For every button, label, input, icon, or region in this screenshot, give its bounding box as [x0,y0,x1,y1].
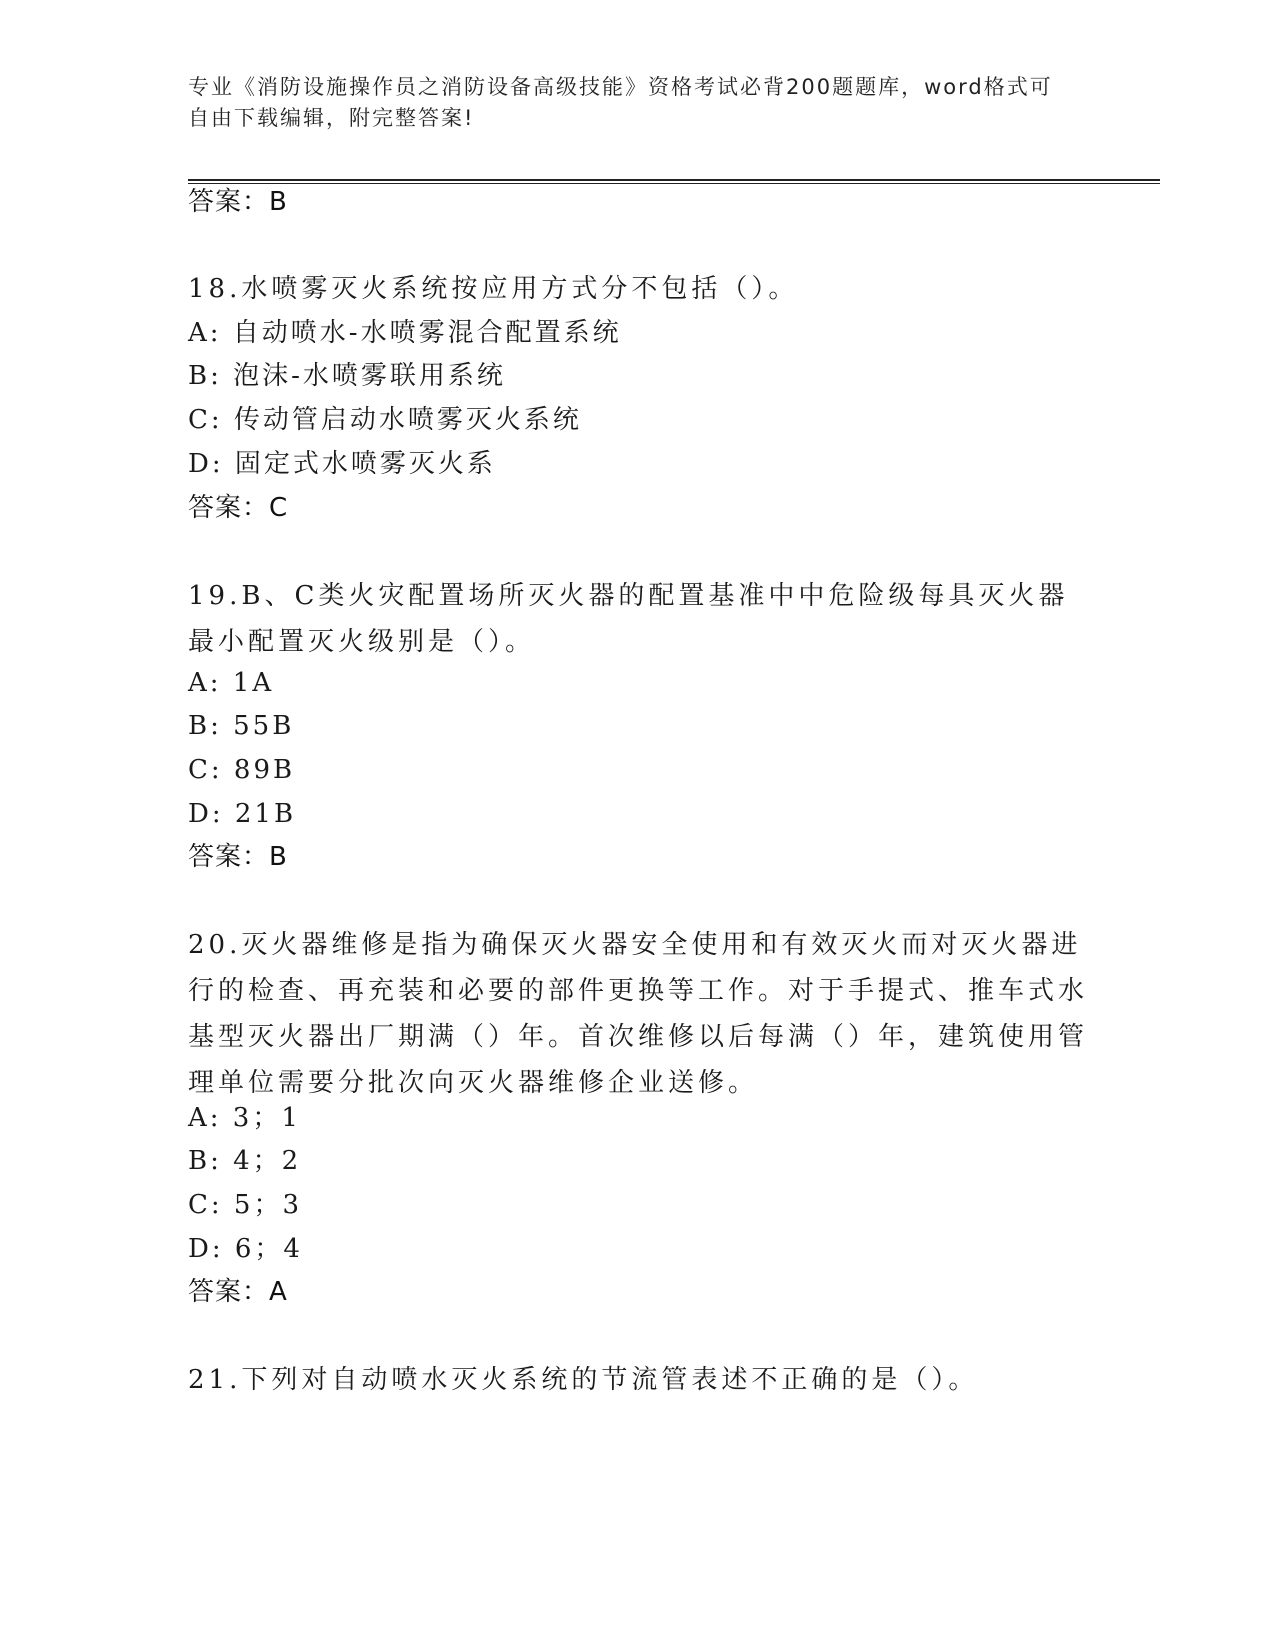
header-divider-thin [188,183,1160,184]
q19-option-d: D: 21B [188,799,297,829]
header-divider-thick [188,179,1160,181]
q18-option-a: A: 自动喷水-水喷雾混合配置系统 [188,318,622,348]
q20-option-c: C: 5；3 [188,1190,303,1220]
answer-19: 答案：B [188,842,288,872]
q19-option-b: B: 55B [188,711,295,741]
q20-option-d: D: 6；4 [188,1234,303,1264]
q18-option-d: D: 固定式水喷雾灭火系 [188,449,496,479]
q18-option-b: B: 泡沫-水喷雾联用系统 [188,361,506,391]
question-19: 19.B、C类火灾配置场所灭火器的配置基准中中危险级每具灭火器最小配置灭火级别是（）。 [188,581,1069,657]
question-20: 20.灭火器维修是指为确保灭火器安全使用和有效灭火而对灭火器进行的检查、再充装和必要的部件更换等工作。对于手提式、推车式水基型灭火器出厂期满（）年。首次维修以后每满（）年，建筑使用管理单位需要分批次向灭火器维修企业送修。 [188,930,1089,1098]
q20-option-a: A: 3；1 [188,1103,301,1133]
answer-20: 答案：A [188,1277,288,1307]
q18-option-c: C: 传动管启动水喷雾灭火系统 [188,405,582,435]
answer-17: 答案：B [188,187,288,217]
question-18: 18.水喷雾灭火系统按应用方式分不包括（）。 [188,274,799,304]
answer-18: 答案：C [188,493,289,523]
document-header: 专业《消防设施操作员之消防设备高级技能》资格考试必背200题题库，word格式可自由下载编辑，附完整答案! [188,75,1053,130]
question-21: 21.下列对自动喷水灭火系统的节流管表述不正确的是（）。 [188,1365,979,1395]
q20-option-b: B: 4；2 [188,1146,302,1176]
q19-option-c: C: 89B [188,755,296,785]
q19-option-a: A: 1A [188,668,275,698]
